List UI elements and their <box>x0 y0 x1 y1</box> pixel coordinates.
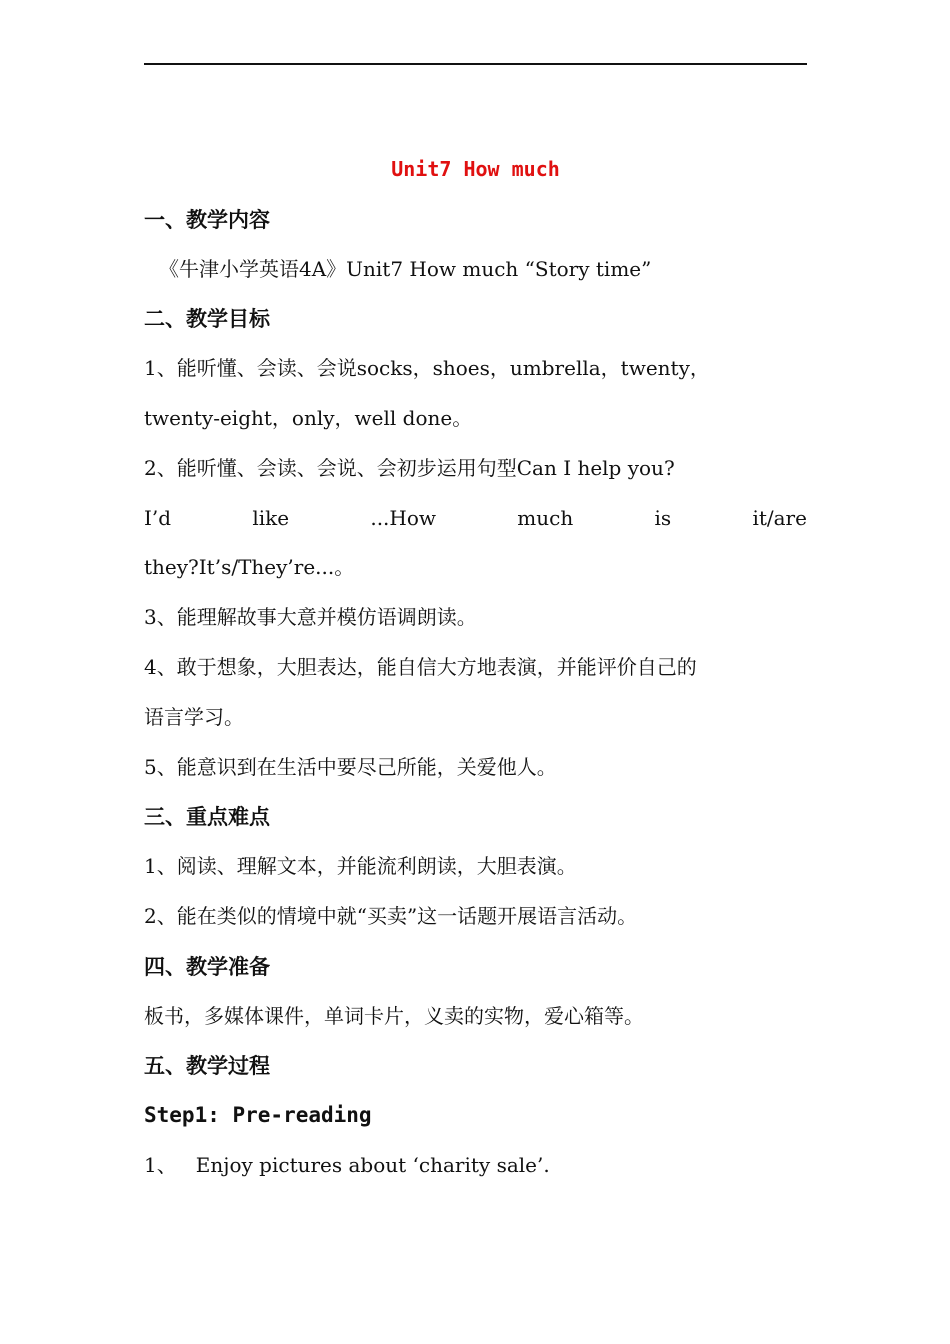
step1-item-1: 1、 Enjoy pictures about ‘charity sale’. <box>144 1152 550 1177</box>
objective-2-line-2 <box>144 494 807 544</box>
section-heading-teaching-content: 一、教学内容 <box>144 206 270 232</box>
teaching-content-text: 《牛津小学英语4A》Unit7 How much “Story time” <box>159 256 652 281</box>
document-title: Unit7 How much <box>391 157 560 181</box>
objective-2-line-1: 2、能听懂、会读、会说、会初步运用句型Can I help you? <box>144 455 675 480</box>
objective-5: 5、能意识到在生活中要尽己所能，关爱他人。 <box>144 754 557 779</box>
section-heading-key-points: 三、重点难点 <box>144 804 270 830</box>
section-heading-preparation: 四、教学准备 <box>144 953 270 979</box>
objective-2-line-3: they?It’s/They’re...。 <box>144 555 355 580</box>
header-rule <box>144 63 807 65</box>
objective-2-word: is <box>654 505 672 530</box>
objective-2-word: I’d <box>144 505 172 530</box>
key-point-1: 1、阅读、理解文本，并能流利朗读，大胆表演。 <box>144 854 577 879</box>
objective-2-word: it/are <box>752 505 807 530</box>
section-heading-teaching-process: 五、教学过程 <box>144 1053 270 1079</box>
objective-1-line-2: twenty-eight，only，well done。 <box>144 405 473 430</box>
preparation-text: 板书，多媒体课件，单词卡片，义卖的实物，爱心箱等。 <box>144 1003 644 1028</box>
objective-2-word: ...How <box>370 505 437 530</box>
document-body <box>144 145 807 1191</box>
section-heading-teaching-objectives: 二、教学目标 <box>144 306 270 332</box>
key-point-2: 2、能在类似的情境中就“买卖”这一话题开展语言活动。 <box>144 903 638 928</box>
objective-3: 3、能理解故事大意并模仿语调朗读。 <box>144 605 477 630</box>
objective-2-word: much <box>517 505 574 530</box>
step1-heading: Step1: Pre-reading <box>144 1103 372 1128</box>
objective-4-line-1: 4、敢于想象，大胆表达，能自信大方地表演，并能评价自己的 <box>144 654 697 679</box>
objective-2-word: like <box>252 505 290 530</box>
objective-4-line-2: 语言学习。 <box>144 704 244 729</box>
objective-1-line-1: 1、能听懂、会读、会说socks，shoes，umbrella，twenty， <box>144 356 710 381</box>
